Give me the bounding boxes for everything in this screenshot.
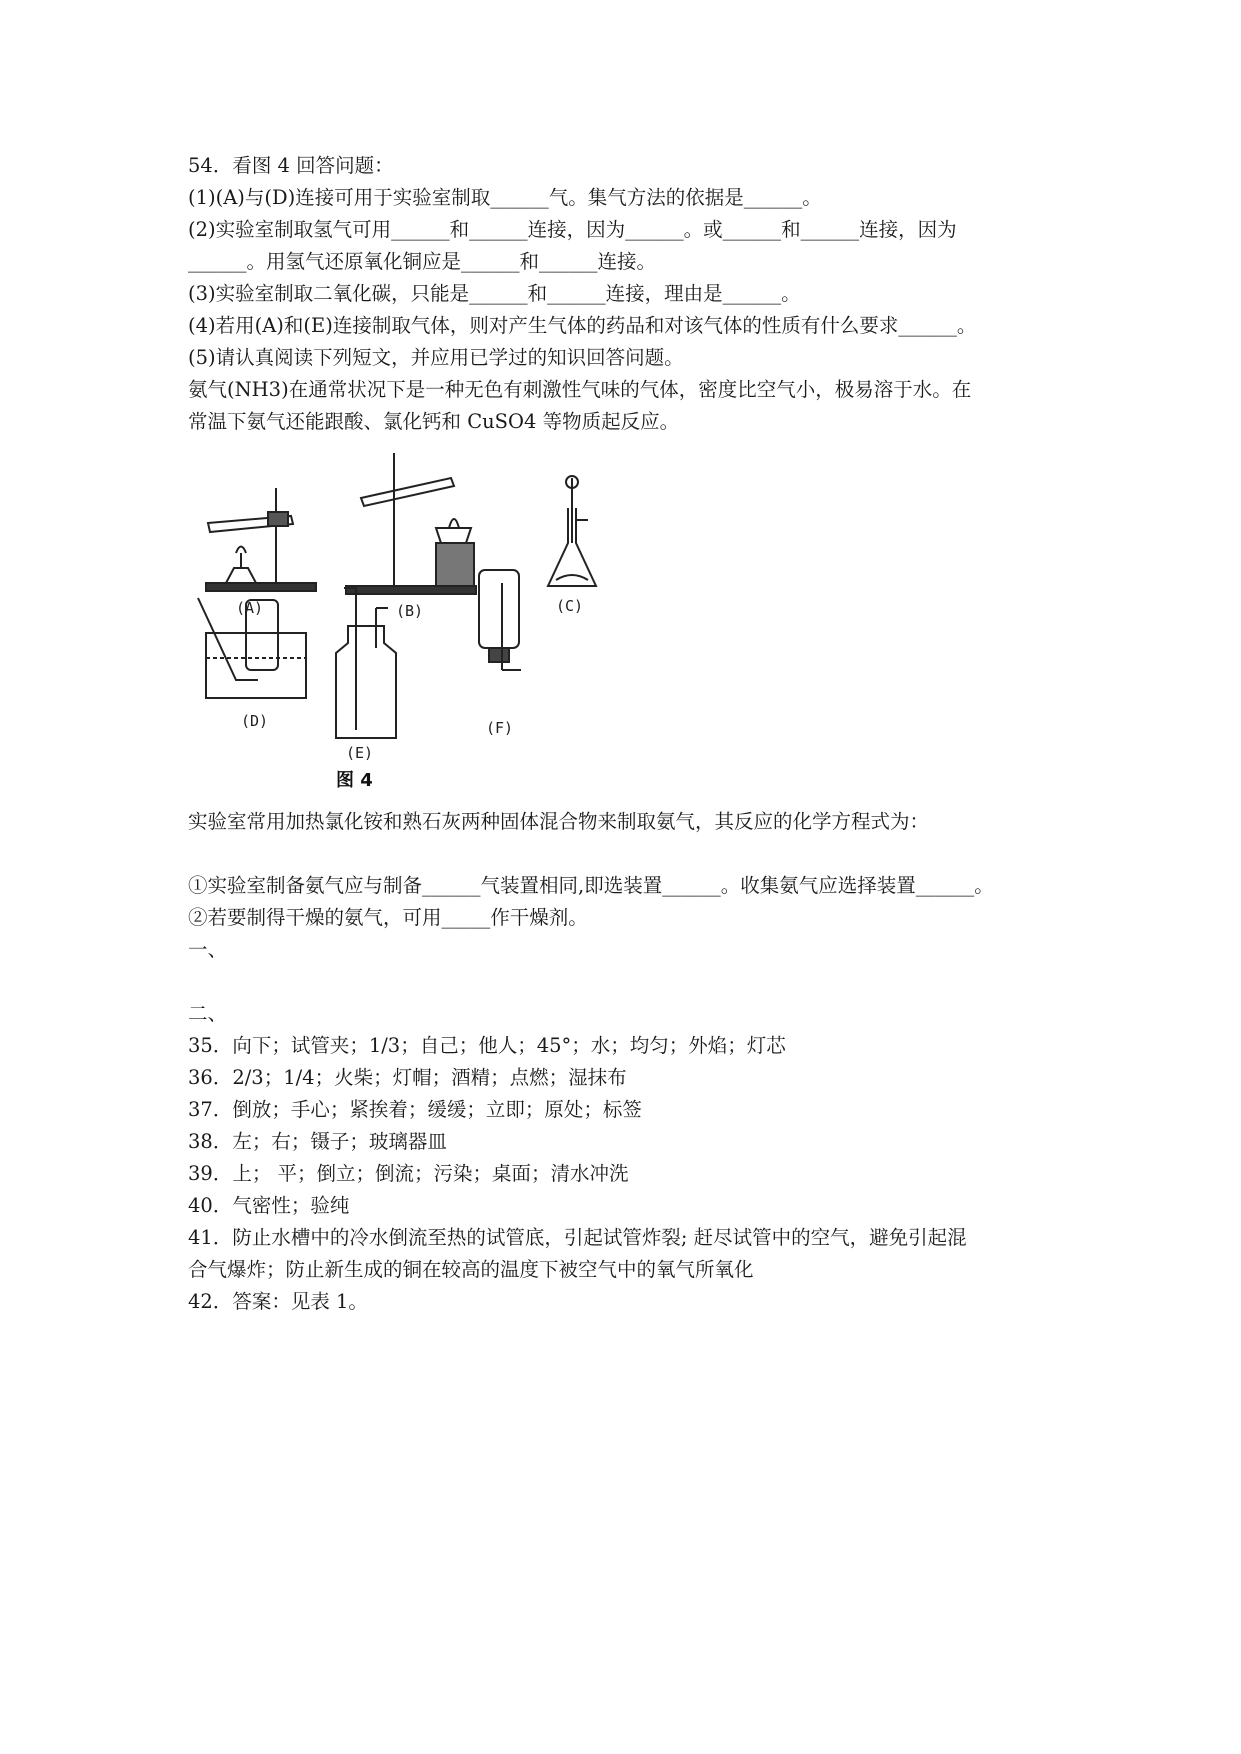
question-54-part-2-line-1: (2)实验室制取氢气可用______和______连接，因为______。或______和______连接，因为 xyxy=(188,218,957,241)
apparatus-figure xyxy=(196,448,666,803)
question-54-title: 54．看图 4 回答问题： xyxy=(188,154,394,177)
answer-41-line-2: 合气爆炸；防止新生成的铜在较高的温度下被空气中的氧气所氧化 xyxy=(188,1258,754,1281)
question-54-part-4: (4)若用(A)和(E)连接制取气体，则对产生气体的药品和对该气体的性质有什么要求______。 xyxy=(188,314,977,337)
answer-35: 35．向下；试管夹；1/3；自己；他人；45°；水；均匀；外焰；灯芯 xyxy=(188,1034,786,1057)
apparatus-f-drawing xyxy=(479,570,521,670)
question-item-2: ②若要制得干燥的氨气，可用_____作干燥剂。 xyxy=(188,906,588,929)
label-e: (E) xyxy=(346,744,374,762)
label-c: (C) xyxy=(556,597,584,615)
answer-36: 36．2/3；1/4；火柴；灯帽；酒精；点燃；湿抹布 xyxy=(188,1066,627,1089)
answers-section-1: 一、 xyxy=(188,938,228,961)
answer-42: 42．答案：见表 1。 xyxy=(188,1290,368,1313)
reaction-prompt: 实验室常用加热氯化铵和熟石灰两种固体混合物来制取氨气，其反应的化学方程式为： xyxy=(188,810,930,833)
label-b: (B) xyxy=(396,602,424,620)
passage-line-1: 氨气(NH3)在通常状况下是一种无色有刺激性气味的气体，密度比空气小，极易溶于水。在 xyxy=(188,378,972,401)
label-f: (F) xyxy=(486,719,514,737)
apparatus-diagram xyxy=(196,448,666,803)
answer-38: 38．左；右；镊子；玻璃器皿 xyxy=(188,1130,447,1153)
answers-section-2: 二、 xyxy=(188,1002,228,1025)
question-54-part-2-line-2: ______。用氢气还原氧化铜应是______和______连接。 xyxy=(188,250,657,273)
label-d: (D) xyxy=(241,712,269,730)
question-item-1: ①实验室制备氨气应与制备______气装置相同,即选装置______。收集氨气应选择装置______。 xyxy=(188,874,994,897)
apparatus-a-drawing xyxy=(206,488,316,591)
question-54-part-3: (3)实验室制取二氧化碳，只能是______和______连接，理由是______。 xyxy=(188,282,801,305)
answer-41-line-1: 41．防止水槽中的冷水倒流至热的试管底，引起试管炸裂; 赶尽试管中的空气，避免引起混 xyxy=(188,1226,967,1249)
apparatus-b-drawing xyxy=(346,453,476,594)
answer-37: 37．倒放；手心；紧挨着；缓缓；立即；原处；标签 xyxy=(188,1098,642,1121)
answer-40: 40．气密性；验纯 xyxy=(188,1194,350,1217)
question-54-part-1: (1)(A)与(D)连接可用于实验室制取______气。集气方法的依据是______。 xyxy=(188,186,822,209)
question-54-part-5: (5)请认真阅读下列短文，并应用已学过的知识回答问题。 xyxy=(188,346,684,369)
answer-39: 39．上； 平；倒立；倒流；污染；桌面；清水冲洗 xyxy=(188,1162,629,1185)
apparatus-c-drawing xyxy=(548,476,596,586)
apparatus-e-drawing xyxy=(336,588,396,738)
label-a: (A) xyxy=(236,599,264,617)
passage-line-2: 常温下氨气还能跟酸、氯化钙和 CuSO4 等物质起反应。 xyxy=(188,410,680,433)
figure-caption: 图 4 xyxy=(336,770,373,791)
